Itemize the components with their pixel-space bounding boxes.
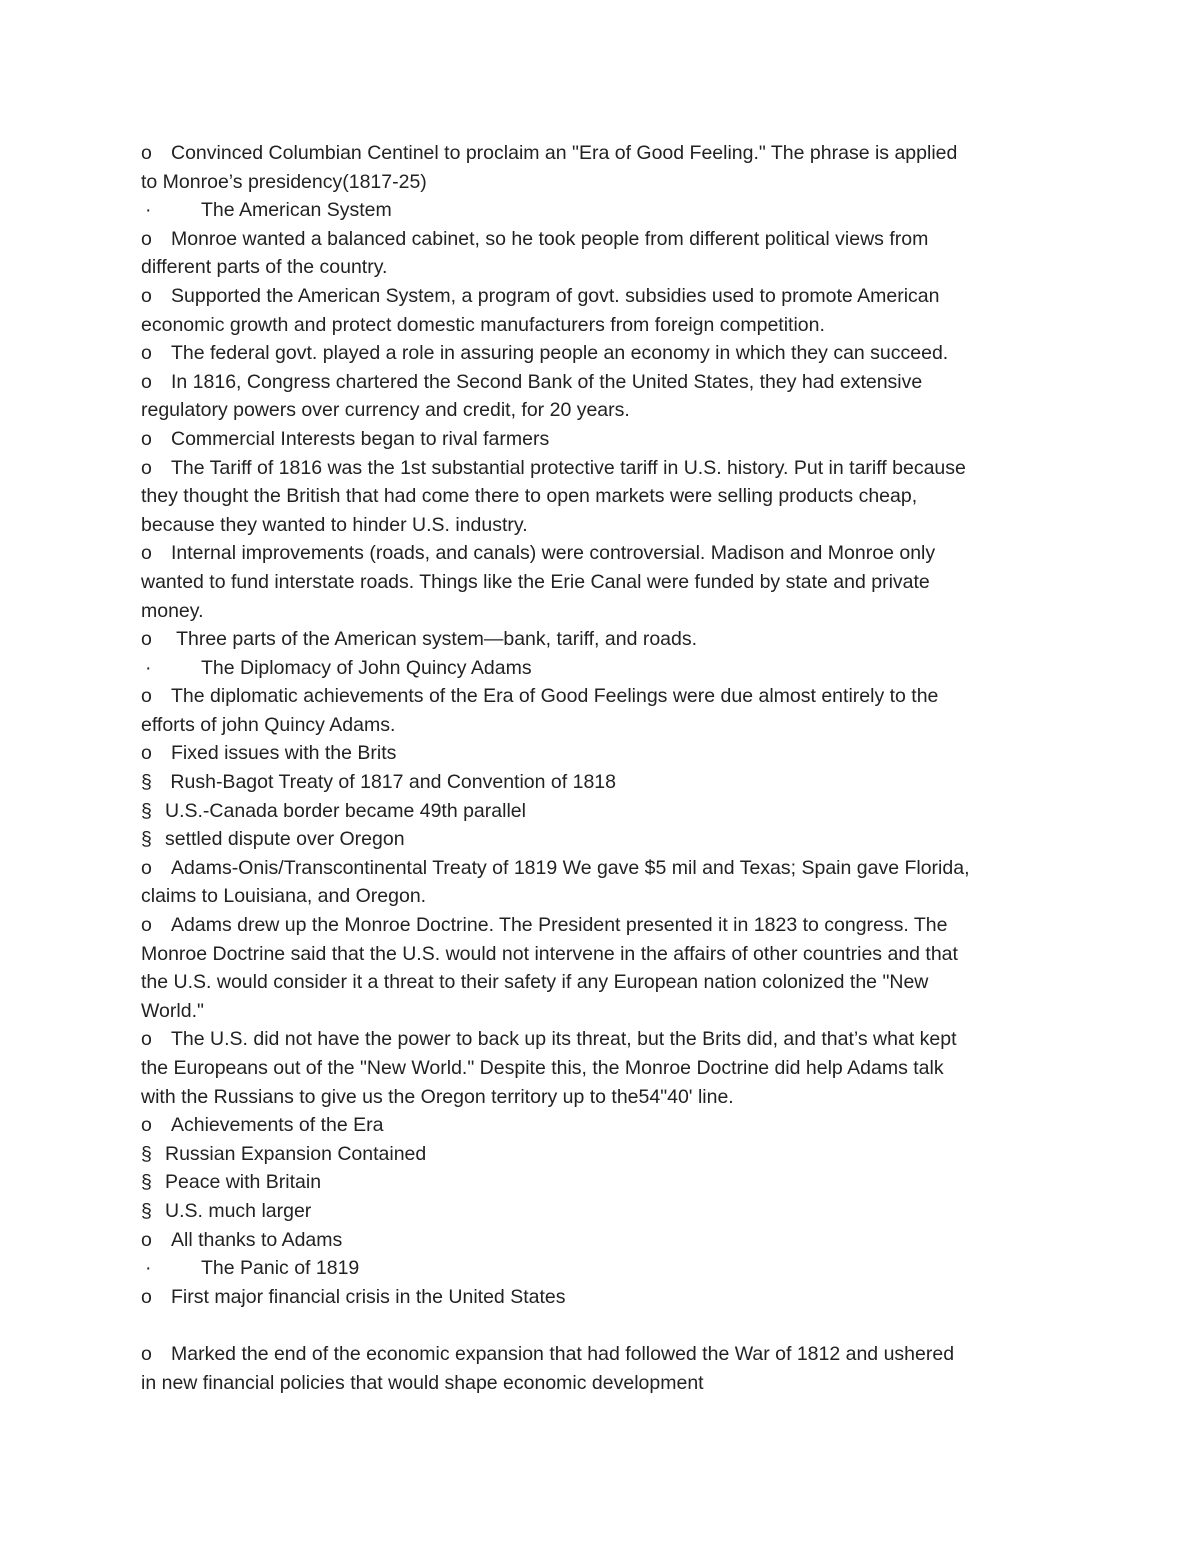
- line-text: regulatory powers over currency and credit, for 20 years.: [141, 399, 630, 422]
- line-text: U.S.-Canada border became 49th parallel: [165, 799, 526, 822]
- line-text: Commercial Interests began to rival farmers: [171, 427, 550, 450]
- line-text: Three parts of the American system—bank, tariff, and roads.: [171, 628, 698, 651]
- bullet-marker: o: [141, 1285, 152, 1308]
- section-heading: [141, 654, 1070, 683]
- line-text: they thought the British that had come there to open markets were selling products cheap,: [141, 485, 918, 508]
- bullet-marker: o: [141, 1342, 152, 1365]
- line-text: The Tariff of 1816 was the 1st substantial protective tariff in U.S. history. Put in tariff because: [171, 456, 966, 479]
- line-text: Monroe wanted a balanced cabinet, so he took people from different political views from: [171, 227, 929, 250]
- section-sign-marker: §: [141, 799, 152, 822]
- line-text: settled dispute over Oregon: [165, 828, 405, 851]
- section-sign-marker: §: [141, 828, 152, 851]
- line-text: money.: [141, 599, 204, 622]
- bullet-marker: o: [141, 542, 152, 565]
- line-text: U.S. much larger: [165, 1199, 312, 1222]
- section-sign-marker: §: [141, 1142, 152, 1165]
- line-text: Adams drew up the Monroe Doctrine. The President presented it in 1823 to congress. The: [171, 914, 948, 937]
- text-line: [141, 597, 1070, 626]
- text-line: [141, 168, 1070, 197]
- text-line: [141, 568, 1070, 597]
- line-text: Fixed issues with the Brits: [171, 742, 397, 765]
- section-sign-marker: §: [141, 771, 152, 794]
- bullet-marker: o: [141, 284, 152, 307]
- bullet-marker: o: [141, 628, 152, 651]
- line-text: The Diplomacy of John Quincy Adams: [201, 656, 532, 679]
- text-line: [141, 339, 1070, 368]
- text-line: [141, 311, 1070, 340]
- bullet-marker: o: [141, 427, 152, 450]
- bullet-marker: o: [141, 685, 152, 708]
- text-line: [141, 1340, 1070, 1369]
- line-text: Supported the American System, a program of govt. subsidies used to promote American: [171, 284, 940, 307]
- text-line: [141, 425, 1070, 454]
- text-line: [141, 682, 1070, 711]
- bullet-marker: o: [141, 1228, 152, 1251]
- line-text: The diplomatic achievements of the Era of Good Feelings were due almost entirely to the: [171, 685, 939, 708]
- line-text: First major financial crisis in the United States: [171, 1285, 566, 1308]
- bullet-marker: o: [141, 342, 152, 365]
- line-text: World.": [141, 999, 204, 1022]
- text-line: [141, 1226, 1070, 1255]
- line-text: claims to Louisiana, and Oregon.: [141, 885, 427, 908]
- text-line: [141, 1111, 1070, 1140]
- text-line: [141, 396, 1070, 425]
- line-text: The Panic of 1819: [201, 1257, 360, 1280]
- bullet-marker: o: [141, 1114, 152, 1137]
- line-text: Marked the end of the economic expansion that had followed the War of 1812 and ushered: [171, 1342, 955, 1365]
- bullet-marker: o: [141, 370, 152, 393]
- line-text: Adams-Onis/Transcontinental Treaty of 1819 We gave $5 mil and Texas; Spain gave Florida,: [171, 856, 970, 879]
- line-text: Russian Expansion Contained: [165, 1142, 427, 1165]
- middle-dot-marker: ·: [145, 656, 152, 679]
- bullet-marker: o: [141, 742, 152, 765]
- text-line: [141, 625, 1070, 654]
- line-text: because they wanted to hinder U.S. industry.: [141, 513, 528, 536]
- text-line: [141, 225, 1070, 254]
- line-text: The U.S. did not have the power to back up its threat, but the Brits did, and that’s what kept: [171, 1028, 957, 1051]
- middle-dot-marker: ·: [145, 1257, 152, 1280]
- text-line: [141, 968, 1070, 997]
- bullet-marker: o: [141, 456, 152, 479]
- text-line: [141, 825, 1070, 854]
- bullet-marker: o: [141, 1028, 152, 1051]
- text-line: [141, 368, 1070, 397]
- line-text: economic growth and protect domestic manufacturers from foreign competition.: [141, 313, 825, 336]
- line-text: wanted to fund interstate roads. Things like the Erie Canal were funded by state and private: [141, 570, 930, 593]
- text-line: [141, 1369, 1070, 1398]
- text-line: [141, 768, 1070, 797]
- line-text: Achievements of the Era: [171, 1114, 384, 1137]
- bullet-marker: o: [141, 856, 152, 879]
- line-text: the Europeans out of the "New World." Despite this, the Monroe Doctrine did help Adams talk: [141, 1057, 944, 1079]
- text-line: [141, 882, 1070, 911]
- text-line: [141, 711, 1070, 740]
- middle-dot-marker: ·: [145, 199, 152, 222]
- text-line: [141, 854, 1070, 883]
- document-body: [141, 139, 1070, 1397]
- text-line: [141, 797, 1070, 826]
- line-text: Peace with Britain: [165, 1171, 322, 1194]
- line-text: The federal govt. played a role in assuring people an economy in which they can succeed.: [171, 342, 949, 365]
- line-text: In 1816, Congress chartered the Second Bank of the United States, they had extensive: [171, 370, 923, 393]
- text-line: [141, 482, 1070, 511]
- line-text: Rush-Bagot Treaty of 1817 and Convention of 1818: [165, 771, 616, 794]
- line-text: All thanks to Adams: [171, 1228, 343, 1251]
- text-line: [141, 1140, 1070, 1169]
- text-line: [141, 282, 1070, 311]
- text-line: [141, 1054, 1070, 1083]
- text-line: [141, 997, 1070, 1026]
- text-line: [141, 739, 1070, 768]
- text-line: [141, 911, 1070, 940]
- line-text: Convinced Columbian Centinel to proclaim an "Era of Good Feeling." The phrase is applied: [171, 142, 958, 164]
- line-text: the U.S. would consider it a threat to their safety if any European nation colonized the "New: [141, 971, 929, 994]
- text-line: [141, 454, 1070, 483]
- text-line: [141, 253, 1070, 282]
- text-line: [141, 940, 1070, 969]
- section-sign-marker: §: [141, 1171, 152, 1194]
- text-line: [141, 1197, 1070, 1226]
- section-heading: [141, 1254, 1070, 1283]
- line-text: The American System: [201, 199, 392, 222]
- line-text: different parts of the country.: [141, 256, 388, 279]
- line-text: Internal improvements (roads, and canals) were controversial. Madison and Monroe only: [171, 542, 936, 565]
- bullet-marker: o: [141, 227, 152, 250]
- line-text: with the Russians to give us the Oregon territory up to the54"40' line.: [141, 1085, 734, 1108]
- section-heading: [141, 196, 1070, 225]
- line-text: efforts of john Quincy Adams.: [141, 713, 396, 736]
- text-line: [141, 539, 1070, 568]
- text-line: [141, 511, 1070, 540]
- text-line: [141, 1168, 1070, 1197]
- text-line: [141, 1083, 1070, 1112]
- line-text: to Monroe’s presidency(1817-25): [141, 170, 427, 193]
- text-line: [141, 1283, 1070, 1312]
- text-line: [141, 139, 1070, 168]
- text-line: [141, 1025, 1070, 1054]
- blank-line: [141, 1311, 1070, 1340]
- line-text: in new financial policies that would shape economic development: [141, 1371, 704, 1394]
- bullet-marker: o: [141, 142, 152, 164]
- bullet-marker: o: [141, 914, 152, 937]
- section-sign-marker: §: [141, 1199, 152, 1222]
- line-text: Monroe Doctrine said that the U.S. would not intervene in the affairs of other countries and that: [141, 942, 958, 965]
